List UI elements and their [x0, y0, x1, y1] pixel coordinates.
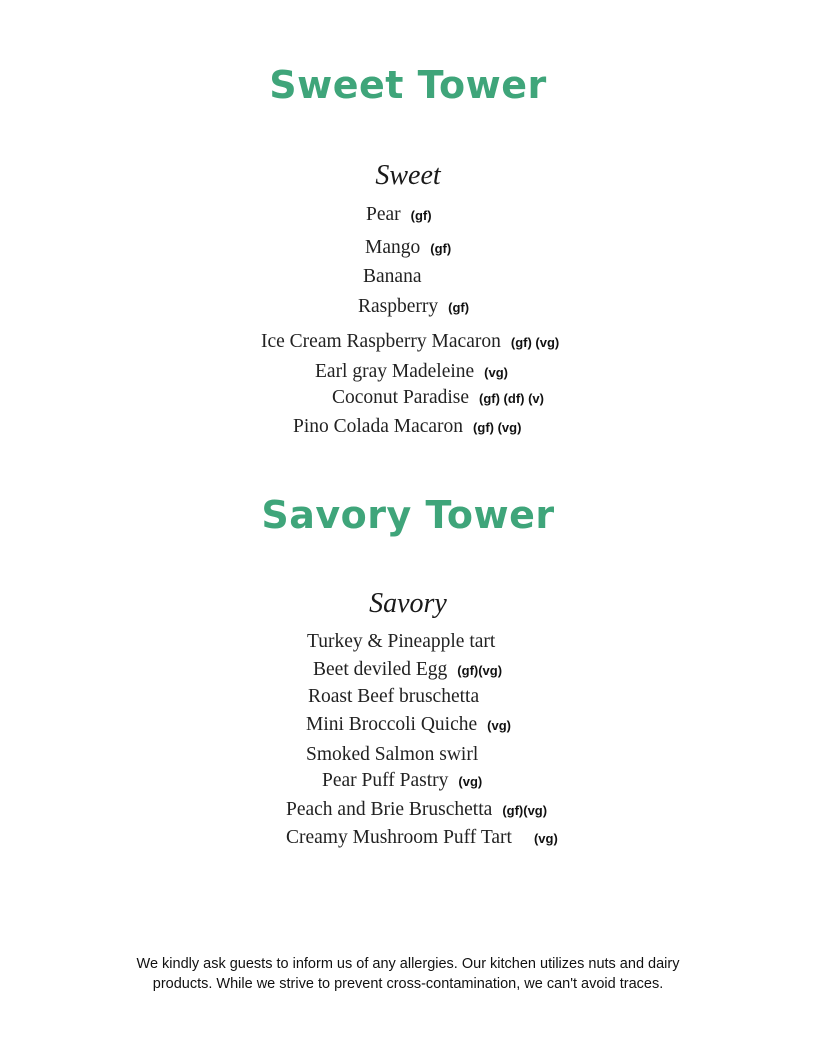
item-name: Ice Cream Raspberry Macaron — [261, 331, 501, 352]
dietary-tag: (gf) (vg) — [473, 420, 522, 435]
dietary-tag: (gf) (df) (v) — [479, 391, 544, 406]
dietary-tag: (gf) — [430, 241, 452, 256]
item-name: Banana — [363, 266, 422, 287]
menu-item — [261, 332, 559, 352]
savory-section-title: Savory — [369, 588, 447, 619]
dietary-tag: (vg) — [487, 718, 511, 733]
item-name: Roast Beef bruschetta — [308, 686, 480, 707]
dietary-tag: (vg) — [533, 831, 558, 846]
item-name: Creamy Mushroom Puff Tart — [286, 827, 512, 848]
menu-item — [322, 771, 482, 791]
allergy-disclaimer: We kindly ask guests to inform us of any allergies. Our kitchen utilizes nuts and dairy products. While we strive to prevent cross-contamination, we can't avoid traces. — [136, 956, 680, 992]
dietary-tag: (gf)(vg) — [457, 663, 503, 678]
menu-item — [366, 205, 432, 225]
menu-item — [315, 362, 508, 382]
menu-item — [365, 238, 451, 258]
dietary-tag: (gf)(vg) — [502, 803, 548, 818]
item-name: Raspberry — [358, 296, 439, 317]
item-name: Earl gray Madeleine — [315, 361, 475, 382]
item-name: Turkey & Pineapple tart — [307, 631, 496, 652]
item-name: Mango — [365, 237, 421, 258]
savory-tower-title: Savory Tower — [261, 493, 555, 537]
item-name: Smoked Salmon swirl — [306, 744, 479, 765]
menu-item — [308, 687, 489, 707]
item-name: Pear — [366, 204, 401, 225]
item-name: Pino Colada Macaron — [293, 416, 464, 437]
menu-item — [293, 417, 521, 437]
dietary-tag: (vg) — [484, 365, 509, 380]
menu-item — [306, 715, 511, 735]
dietary-tag: (gf) — [410, 208, 432, 223]
item-name: Beet deviled Egg — [313, 659, 448, 680]
sweet-tower-title: Sweet Tower — [269, 63, 547, 107]
menu-item — [358, 297, 469, 317]
item-name: Peach and Brie Bruschetta — [286, 799, 493, 820]
menu-item — [306, 745, 488, 765]
dietary-tag: (vg) — [458, 774, 483, 789]
menu-item — [307, 632, 505, 652]
dietary-tag: (gf) — [448, 300, 470, 315]
menu-item — [332, 388, 544, 408]
dietary-tag: (gf) (vg) — [510, 335, 560, 350]
menu-item — [313, 660, 502, 680]
item-name: Pear Puff Pastry — [322, 770, 449, 791]
item-name: Mini Broccoli Quiche — [306, 714, 478, 735]
menu-item — [286, 828, 558, 848]
menu-item — [363, 267, 431, 287]
item-name: Coconut Paradise — [332, 387, 470, 408]
menu-item — [286, 800, 547, 820]
sweet-section-title: Sweet — [375, 160, 441, 191]
